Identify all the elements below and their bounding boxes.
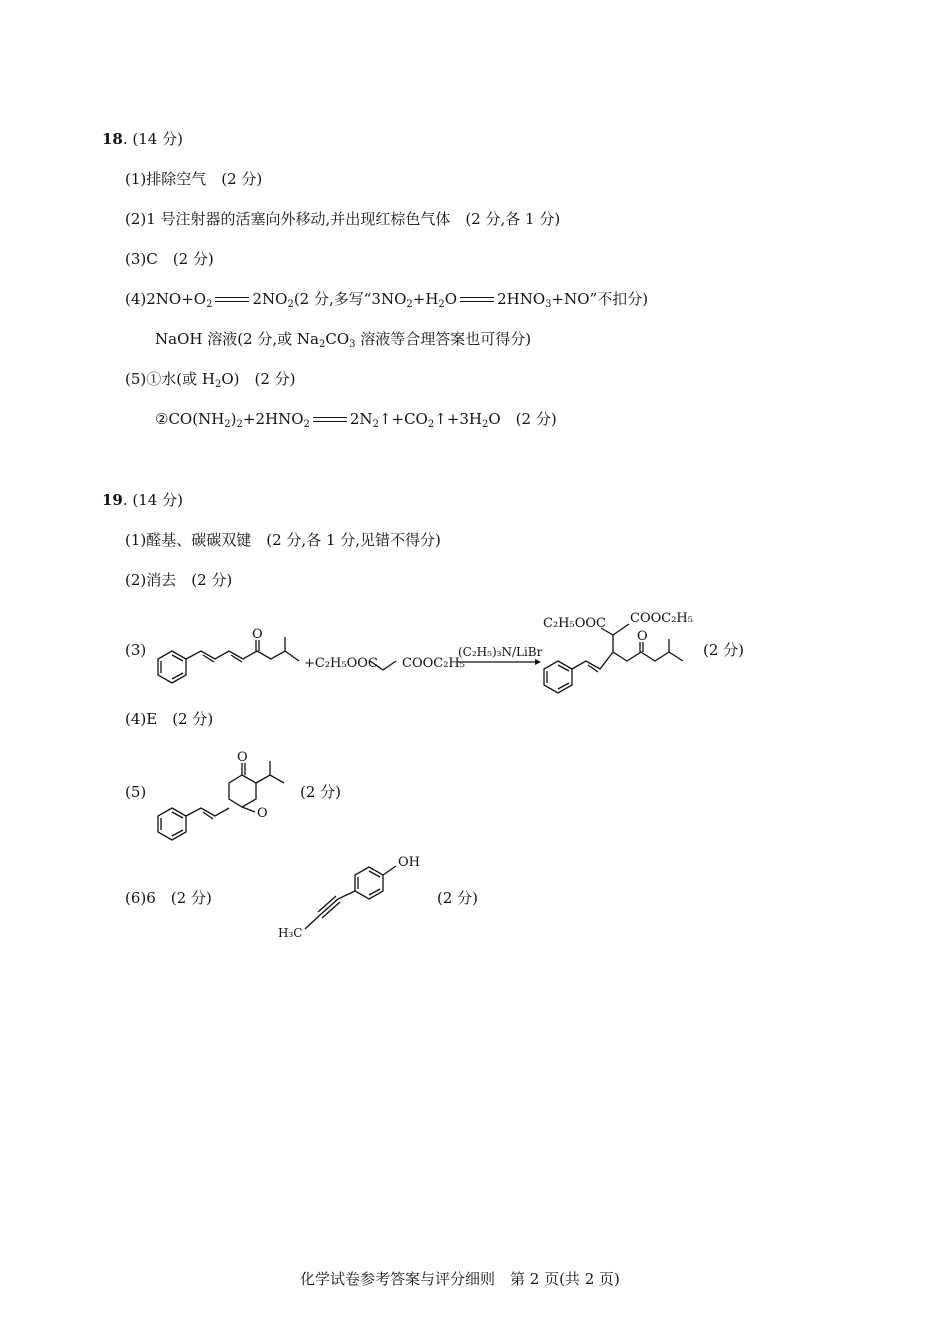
q18-part5-2-equation: $②CO(NH_2)_2+2HNO_2$ $2N_2↑+CO_2↑+3H_2O$ (2 分) bbox=[155, 410, 557, 430]
dione-o-top-label: O bbox=[237, 750, 248, 765]
product-ester-right-label: COOC₂H₅ bbox=[630, 611, 693, 626]
arrow-head bbox=[535, 659, 541, 665]
q19-part1: (1)醛基、碳碳双键 (2 分,各 1 分,见错不得分) bbox=[125, 531, 441, 549]
methyl-label: H₃C bbox=[278, 926, 303, 940]
dione-o-bottom-label: O bbox=[257, 806, 268, 821]
q19-part4: (4)E (2 分) bbox=[125, 710, 214, 728]
q18-score: . (14 分) bbox=[122, 130, 183, 148]
product-chain bbox=[572, 652, 683, 669]
product-ester-left-label: C₂H₅OOC bbox=[543, 616, 606, 631]
hydroxyl-label: OH bbox=[398, 855, 420, 870]
q19-part5-score: (2 分) bbox=[300, 783, 342, 801]
q18-part4-equation: $(4)2NO+O_2$ $2NO_2(2$ 分,多写“$3NO_2+H_2O$ $2HNO_3+NO$”不扣分) bbox=[125, 290, 649, 310]
q19-part6-label: (6)6 (2 分) bbox=[125, 889, 212, 907]
q19-part5-label: (5) bbox=[125, 783, 147, 801]
q19-part6-score: (2 分) bbox=[437, 889, 479, 907]
malonate-right-label: COOC₂H₅ bbox=[402, 656, 465, 671]
structure-5 bbox=[158, 750, 284, 840]
page-footer: 化学试卷参考答案与评分细则 第 2 页(共 2 页) bbox=[300, 1270, 620, 1288]
q18-part2: (2)1 号注射器的活塞向外移动,并出现红棕色气体 (2 分,各 1 分) bbox=[125, 210, 561, 228]
q19-part3-label: (3) bbox=[125, 641, 147, 659]
q18-part1: (1)排除空气 (2 分) bbox=[125, 170, 263, 188]
q19-number: 19 bbox=[102, 491, 123, 509]
dienone-chain bbox=[186, 651, 299, 661]
q18-part3: (3)C (2 分) bbox=[125, 250, 214, 268]
structure-6 bbox=[278, 855, 420, 940]
q18-number: 18 bbox=[102, 130, 123, 148]
benzene-ring bbox=[158, 651, 186, 683]
product-benzene-ring bbox=[544, 661, 572, 693]
q18-part5-1: (5)①水(或 $H_2O$) (2 分) bbox=[125, 370, 296, 390]
malonate-left-label: +C₂H₅OOC bbox=[304, 656, 378, 671]
q18-part4-reagent: NaOH 溶液(2 分,或 $Na_2CO_3$ 溶液等合理答案也可得分) bbox=[155, 330, 532, 350]
condition-label: (C₂H₅)₃N/LiBr bbox=[458, 645, 543, 659]
q19-score: . (14 分) bbox=[122, 491, 183, 509]
q19-part3-score: (2 分) bbox=[703, 641, 745, 659]
carbonyl-o-label: O bbox=[252, 627, 263, 642]
product-carbonyl-o-label: O bbox=[637, 629, 648, 644]
q19-part2: (2)消去 (2 分) bbox=[125, 571, 233, 589]
